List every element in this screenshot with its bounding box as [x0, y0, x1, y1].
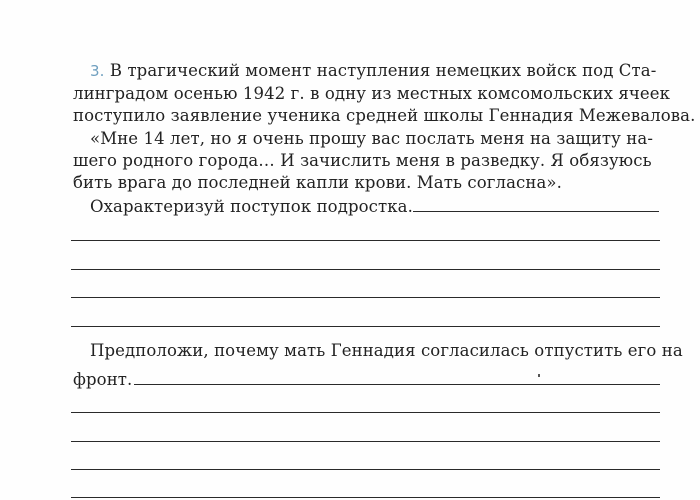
task-line-3: поступило заявление ученика средней школы Геннадия Межевалова. [73, 106, 696, 125]
task-line-4: «Мне 14 лет, но я очень прошу вас послать меня на защиту на- [90, 129, 654, 148]
task-line-5: шего родного города… И зачислить меня в разведку. Я обязуюсь [73, 151, 652, 170]
task-line-6: бить врага до последней капли крови. Мать согласна». [73, 173, 562, 192]
task-line-2: линградом осенью 1942 г. в одну из местных комсомольских ячеек [73, 84, 671, 103]
answer-line-q2-4[interactable] [71, 497, 660, 498]
answer-line-q2-1[interactable] [71, 412, 660, 413]
answer-line-q1-1[interactable] [71, 240, 660, 241]
task-line-1 [90, 61, 656, 81]
answer-line-q2-inline[interactable] [134, 384, 660, 385]
stray-mark [538, 374, 540, 377]
task-number: 3. [90, 62, 105, 80]
answer-line-q1-4[interactable] [71, 326, 660, 327]
answer-line-q2-3[interactable] [71, 469, 660, 470]
answer-line-q2-2[interactable] [71, 441, 660, 442]
task-line-1-text: В трагический момент наступления немецких войск под Ста- [109, 61, 657, 80]
answer-line-q1-3[interactable] [71, 297, 660, 298]
question-1-text: Охарактеризуй поступок подростка. [90, 197, 413, 216]
answer-line-q1-2[interactable] [71, 269, 660, 270]
question-2-line-2: фронт. [73, 370, 133, 389]
question-2-line-1: Предположи, почему мать Геннадия согласилась отпустить его на [90, 341, 683, 360]
answer-line-q1-inline[interactable] [413, 211, 659, 212]
